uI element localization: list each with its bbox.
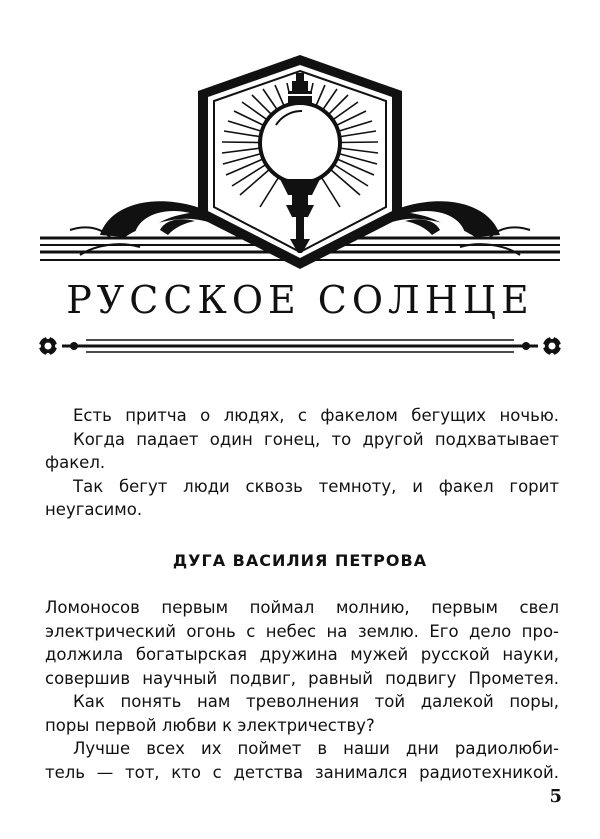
section-line-4: совершив научный подвиг, равный подвигу Прометея. — [45, 668, 559, 688]
intro-line-4: Так бегут люди сквозь темноту, и факел горит — [73, 476, 559, 496]
section-line-6: поры первой любви к электричеству? — [45, 715, 375, 735]
right-rosette-icon — [541, 335, 563, 357]
rule-lines — [62, 340, 538, 352]
lamp-emblem-illustration — [40, 55, 560, 275]
section-line-2: электрический огонь с небес на землю. Его дело про- — [45, 621, 559, 641]
intro-line-3: факел. — [45, 453, 106, 472]
intro-line-1: Есть притча о людях, с факелом бегущих ночью. — [73, 406, 559, 425]
page-number: 5 — [549, 786, 562, 807]
intro-paragraph — [45, 404, 559, 522]
intro-line-5: неугасимо. — [45, 500, 143, 519]
section-line-8: тель — тот, кто с детства занимался радиотехникой. — [45, 762, 559, 782]
section-line-7: Лучше всех их поймет в наши дни радиолюби- — [73, 739, 559, 758]
intro-line-2: Когда падает один гонец, то другой подхватывает — [73, 429, 559, 449]
section-paragraph — [45, 596, 559, 784]
left-rosette-icon — [37, 335, 59, 357]
section-line-3: должила богатырская дружина мужей русской науки, — [45, 645, 559, 664]
section-heading: ДУГА ВАСИЛИЯ ПЕТРОВА — [172, 551, 428, 570]
chapter-title: РУССКОЕ СОЛНЦЕ — [66, 278, 534, 322]
section-line-1: Ломоносов первым поймал молнию, первым свел — [45, 598, 559, 617]
section-line-5: Как понять нам треволнения той далекой поры, — [73, 692, 559, 711]
decorative-rule — [36, 332, 564, 360]
